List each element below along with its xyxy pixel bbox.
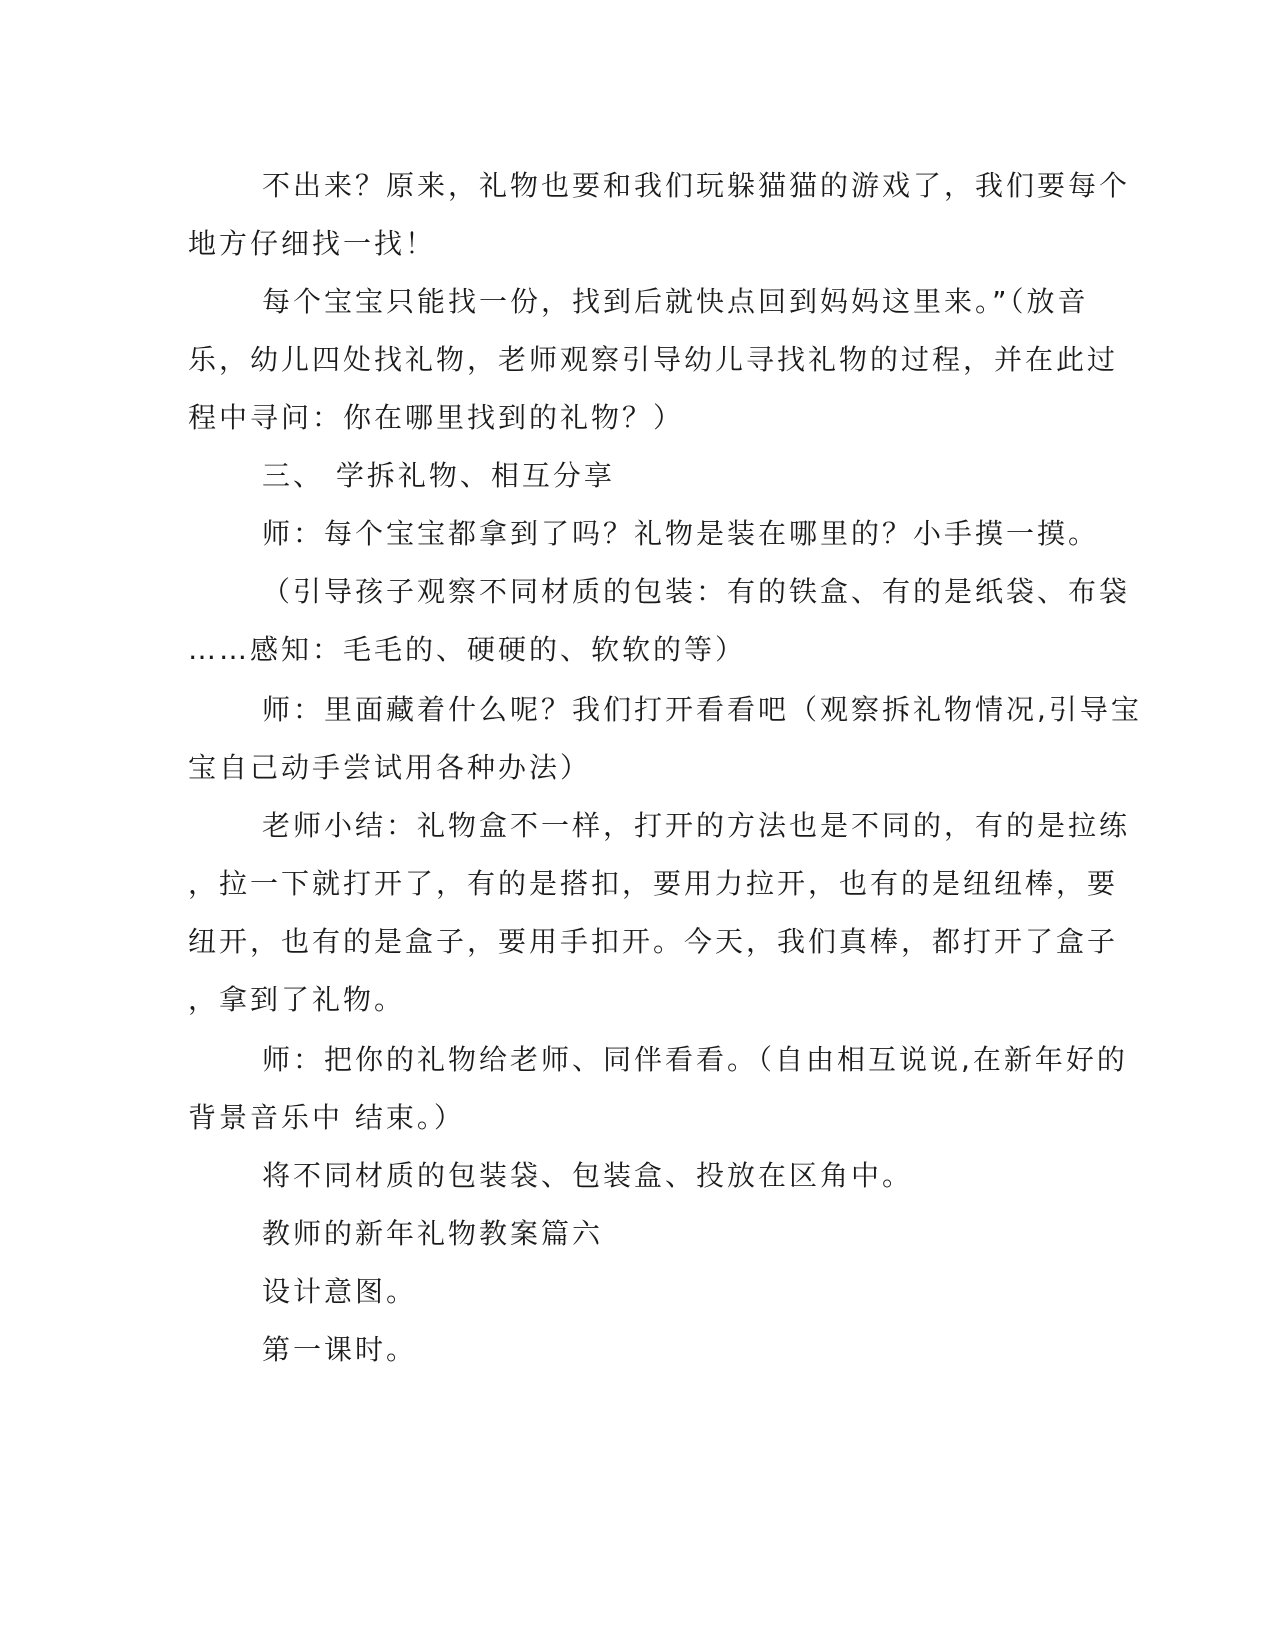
paragraph-line: ……感知：毛毛的、硬硬的、软软的等） [188,633,747,666]
paragraph-line: ，拉一下就打开了，有的是搭扣，要用力拉开，也有的是纽纽棒，要 [188,867,1119,900]
paragraph-line: 地方仔细找一找！ [188,227,437,260]
paragraph-line: 将不同材质的包装袋、包装盒、投放在区角中。 [262,1159,914,1192]
paragraph-line: 师：里面藏着什么呢？我们打开看看吧（观察拆礼物情况,引导宝 [262,693,1142,726]
paragraph-line: 师：每个宝宝都拿到了吗？礼物是装在哪里的？小手摸一摸。 [262,517,1100,550]
paragraph-line: 背景音乐中 结束。） [188,1101,465,1134]
section-heading: 三、 学拆礼物、相互分享 [262,459,615,492]
paragraph-line: 程中寻问：你在哪里找到的礼物？） [188,401,685,434]
paragraph-line: （引导孩子观察不同材质的包装：有的铁盒、有的是纸袋、布袋 [262,575,1131,608]
paragraph-line: 第一课时。 [262,1333,418,1366]
paragraph-line: 不出来？原来，礼物也要和我们玩躲猫猫的游戏了，我们要每个 [262,169,1131,202]
paragraph-line: 乐，幼儿四处找礼物，老师观察引导幼儿寻找礼物的过程，并在此过 [188,343,1119,376]
paragraph-line: ，拿到了礼物。 [188,983,406,1016]
section-heading: 教师的新年礼物教案篇六 [262,1217,604,1250]
paragraph-line: 设计意图。 [262,1275,418,1308]
paragraph-line: 宝自己动手尝试用各种办法） [188,751,592,784]
paragraph-line: 师：把你的礼物给老师、同伴看看。（自由相互说说,在新年好的 [262,1043,1128,1076]
paragraph-line: 老师小结：礼物盒不一样，打开的方法也是不同的，有的是拉练 [262,809,1131,842]
paragraph-line: 每个宝宝只能找一份，找到后就快点回到妈妈这里来。”（放音 [262,285,1089,318]
paragraph-line: 纽开，也有的是盒子，要用手扣开。今天，我们真棒，都打开了盒子 [188,925,1119,958]
